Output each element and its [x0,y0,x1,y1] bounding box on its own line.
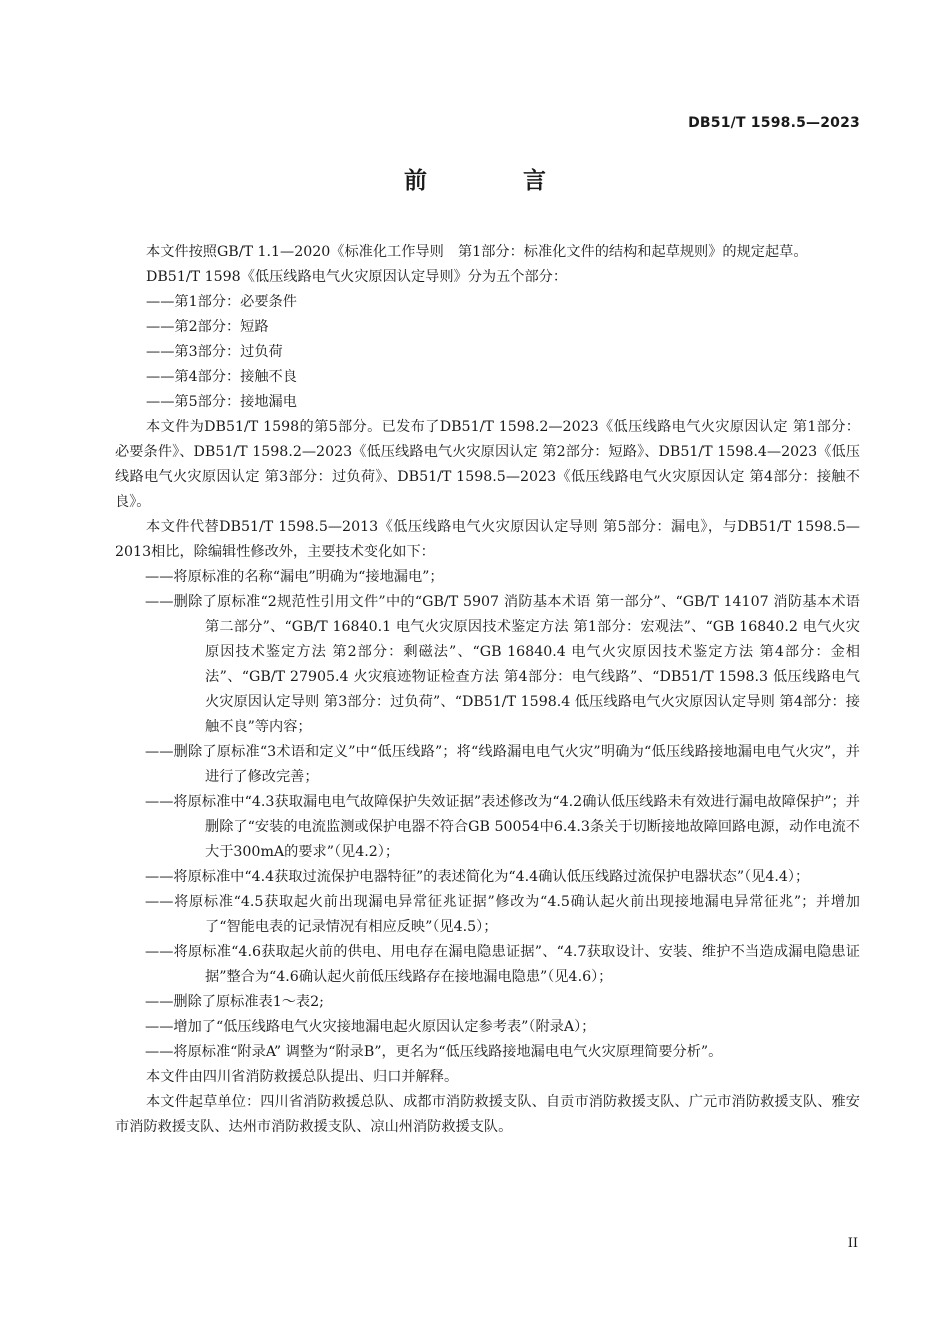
list-item: ——将原标准“4.5获取起火前出现漏电异常征兆证据”修改为“4.5确认起火前出现接地漏电异常征兆”；并增加了“智能电表的记录情况有相应反映”（见4.5）； [145,894,860,935]
paragraph-replacement: 本文件代替DB51/T 1598.5—2013《低压线路电气火灾原因认定导则 第5部分：漏电》，与DB51/T 1598.5—2013相比，除编辑性修改外，主要技术变化如下： [115,519,860,560]
list-item: ——第1部分：必要条件 [146,294,297,310]
list-item: ——第5部分：接地漏电 [146,394,297,410]
parts-list [115,290,860,415]
list-item: ——第4部分：接触不良 [146,369,297,385]
list-item: ——第3部分：过负荷 [146,344,283,360]
list-item: ——将原标准“附录A” 调整为“附录B”，更名为“低压线路接地漏电电气火灾原理简要分析”。 [145,1044,723,1060]
paragraph-published-parts: 本文件为DB51/T 1598的第5部分。已发布了DB51/T 1598.2—2023《低压线路电气火灾原因认定 第1部分：必要条件》、DB51/T 1598.2—2023《低压线路电气火灾原因认定 第2部分：短路》、DB51/T 1598.4—2023《低压线路电气火灾原因认定 第3部分：过负荷》、DB51/T 1598.5—2023《低压线路电气火灾原因认定 第4部分：接触不良》。 [115,419,860,510]
list-item: ——增加了“低压线路电气火灾接地漏电起火原因认定参考表”（附录A）； [145,1019,596,1035]
page-number: II [847,1236,858,1251]
foreword-body [115,240,860,1140]
list-item: ——将原标准中“4.4获取过流保护电器特征”的表述简化为“4.4确认低压线路过流保护电器状态”（见4.4）； [145,869,810,885]
page-title: 前 言 [403,168,590,194]
list-item: ——删除了原标准“3术语和定义”中“低压线路”；将“线路漏电电气火灾”明确为“低压线路接地漏电电气火灾”，并进行了修改完善； [145,744,860,785]
paragraph-drafting-units: 本文件起草单位：四川省消防救援总队、成都市消防救援支队、自贡市消防救援支队、广元市消防救援支队、雅安市消防救援支队、达州市消防救援支队、凉山州消防救援支队。 [115,1094,860,1135]
paragraph-proposer: 本文件由四川省消防救援总队提出、归口并解释。 [146,1069,459,1085]
list-item: ——第2部分：短路 [146,319,269,335]
changes-list [115,565,860,1065]
list-item: ——删除了原标准“2规范性引用文件”中的“GB/T 5907 消防基本术语 第一部分”、“GB/T 14107 消防基本术语 第二部分”、“GB/T 16840.1 电气火灾原因技术鉴定方法 第1部分：宏观法”、“GB 16840.2 电气火灾原因技术鉴定方法 第2部分：剩磁法”、“GB 16840.4 电气火灾原因技术鉴定方法 第4部分：金相法”、“GB/T 27905.4 火灾痕迹物证检查方法 第4部分：电气线路”、“DB51/T 1598.3 低压线路电气火灾原因认定导则 第3部分：过负荷”、“DB51/T 1598.4 低压线路电气火灾原因认定导则 第4部分：接触不良”等内容； [145,594,860,735]
paragraph-drafting-basis: 本文件按照GB/T 1.1—2020《标准化工作导则 第1部分：标准化文件的结构和起草规则》的规定起草。 [146,244,808,260]
list-item: ——将原标准“4.6获取起火前的供电、用电存在漏电隐患证据”、“4.7获取设计、安装、维护不当造成漏电隐患证据”整合为“4.6确认起火前低压线路存在接地漏电隐患”（见4.6）； [145,944,860,985]
standard-code: DB51/T 1598.5—2023 [688,115,860,131]
paragraph-series-intro: DB51/T 1598《低压线路电气火灾原因认定导则》分为五个部分： [146,269,568,285]
list-item: ——将原标准的名称“漏电”明确为“接地漏电”； [145,569,444,585]
list-item: ——删除了原标准表1～表2; [145,994,324,1010]
list-item: ——将原标准中“4.3获取漏电电气故障保护失效证据”表述修改为“4.2确认低压线路未有效进行漏电故障保护”；并删除了“安装的电流监测或保护电器不符合GB 50054中6.4.3条关于切断接地故障回路电源，动作电流不大于300mA的要求”（见4.2）； [145,794,860,860]
